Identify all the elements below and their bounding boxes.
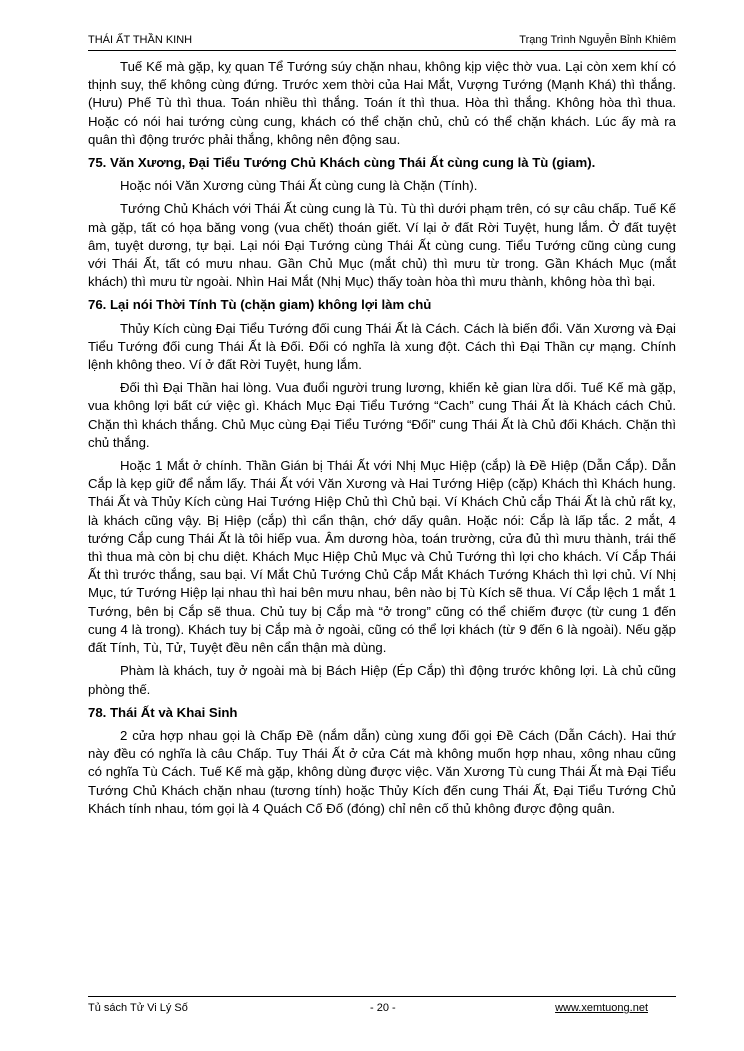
footer-series-name: Tủ sách Tử Vi Lý Số xyxy=(88,1002,188,1014)
paragraph: 2 cửa hợp nhau gọi là Chấp Đề (nắm dẫn) cùng xung đối gọi Đề Cách (Dẫn Cách). Hai thứ này đều có nghĩa là câu Chấp. Tuy Thái Ất ở cửa Cát mà không muốn hợp nhau, xông nhau cũng có nghĩa Tù Cách. Tuế Kế mà gặp, không dùng được việc. Văn Xương Tù cung Thái Ất mà Đại Tiểu Tướng Chủ Khách chặn nhau (tương tính) hoặc Thủy Kích đến cung Thái Ất, Đại Tiểu Tướng Chủ Khách tính nhau, tóm gọi là 4 Quách Cố Đố (đóng) chỉ nên cố thủ không được động quân. xyxy=(88,727,676,816)
header-author: Trạng Trình Nguyễn Bỉnh Khiêm xyxy=(519,34,676,46)
paragraph: Thủy Kích cùng Đại Tiểu Tướng đối cung Thái Ất là Cách. Cách là biến đổi. Văn Xương và Đại Tiểu Tướng đối cung Thái Ất là Đối. Đối có nghĩa là xung đột. Cách thì Đại Thần cự mạng. Chính lệnh không theo. Ví ở đất Rời Tuyệt, hung lắm. xyxy=(88,320,676,373)
section-heading-76: 76. Lại nói Thời Tính Tù (chặn giam) không lợi làm chủ xyxy=(88,297,432,313)
section-heading-78: 78. Thái Ất và Khai Sinh xyxy=(88,704,238,720)
page-footer xyxy=(88,996,676,1017)
footer-website-link[interactable]: www.xemtuong.net xyxy=(555,1002,648,1014)
document-body xyxy=(88,58,676,823)
paragraph: Phàm là khách, tuy ở ngoài mà bị Bách Hiệp (Ép Cắp) thì động trước không lợi. Là chủ cũng phòng thế. xyxy=(88,663,676,697)
section-heading-75: 75. Văn Xương, Đại Tiểu Tướng Chủ Khách cùng Thái Ất cùng cung là Tù (giam). xyxy=(88,155,596,171)
paragraph: Hoặc 1 Mắt ở chính. Thần Gián bị Thái Ất với Nhị Mục Hiệp (cắp) là Đề Hiệp (Dẫn Cắp). Dẫn Cắp là kẹp giữ để nắm lấy. Thái Ất với Văn Xương và Hai Tướng Hiệp (cặp) Khách thì Khách hung. Thái Ất và Thủy Kích cùng Hai Tướng Hiệp Chủ thì Chủ bại. Ví Khách Chủ cắp Thái Ất là chủ rất kỵ, là khách cũng vậy. Bị Hiệp (cắp) thì cẩn thận, chớ dấy quân. Hoặc nói: Cắp là lấp tắc. 2 mắt, 4 tướng Cắp cung Thái Ất là tôi hiếp vua. Âm dương hòa, toán trường, cửa đủ thì mưu thành, trái thế thì thua mà còn bị chu diệt. Khách Mục Hiệp Chủ Mục và Chủ Tướng thì lợi cho khách. Ví Cắp Thái Ất thì trước thắng, sau bại. Ví Mắt Chủ Tướng Chủ Cắp Mắt Khách Tướng Khách thì lợi chủ. Ví Nhị Mục, tứ Tướng Hiệp lại nhau thì hai bên mưu nhau, bên nào bị Tù Kích sẽ thua. Ví Cắp lệch 1 mắt 1 Tướng, bên bị Cắp sẽ thua. Chủ tuy bị Cắp mà “ở trong” cũng có thể chiếm được (từ cung 1 đến cung 4 là trong). Khách tuy bị Cắp mà ở ngoài, cũng có thể lợi khách (từ 9 đến 6 là ngoài). Nếu gặp đất Tính, Tù, Tử, Tuyệt đều nên cẩn thận mà dùng. xyxy=(88,458,676,656)
header-book-title: THÁI ẤT THẦN KINH xyxy=(88,34,193,46)
paragraph: Đối thì Đại Thần hai lòng. Vua đuổi người trung lương, khiến kẻ gian lừa dối. Tuế Kế mà gặp, vua không lợi bất cứ việc gì. Khách Mục Đại Tiểu Tướng “Cach” cung Thái Ất là Khách cách Chủ. Chặn thì khách thắng. Chủ Mục cùng Đại Tiểu Tướng “Đối” cung Thái Ất là Chủ đối Khách. Chặn thì chủ thắng. xyxy=(88,380,676,450)
paragraph: Tuế Kế mà gặp, kỵ quan Tể Tướng súy chặn nhau, không kịp việc thờ vua. Lại còn xem khí có thịnh suy, thế không cùng đứng. Trước xem thời của Hai Mắt, Vượng Tướng (Mạnh Khá) thì thắng. (Hưu) Phế Tù thì thua. Toán nhiều thì thắng. Toán ít thì thua. Hòa thì thắng. Không hòa thì thua. Hoặc có nói hai tướng cùng cung, khách có thể chặn chủ, chủ có thể chặn khách. Lúc ấy mà ra quân thì động trước phải thắng, không nên động sau. xyxy=(88,59,676,147)
page-header xyxy=(88,30,676,51)
page-number: - 20 - xyxy=(370,1002,396,1014)
paragraph: Hoặc nói Văn Xương cùng Thái Ất cùng cung là Chặn (Tính). xyxy=(120,178,478,194)
paragraph: Tướng Chủ Khách với Thái Ất cùng cung là Tù. Tù thì dưới phạm trên, có sự câu chấp. Tuế Kế mà gặp, tất có họa băng vong (vua chết) thoán giết. Ví lại ở đất Rời Tuyệt, hung lắm. Ở đất tuyệt âm, tuyệt dương, tự bại. Lại nói Đại Tướng cùng Thái Ất cùng cung. Tiểu Tướng cũng cùng cung với Thái Ất, tất có mưu nhau. Gần Chủ Mục (mắt chủ) thì mưu từ trong. Gần Khách Mục (mắt khách) thì mưu từ ngoài. Nhìn Hai Mắt (Nhị Mục) thấy toàn hòa thì mưu thành, không hòa thì bại. xyxy=(88,201,676,290)
